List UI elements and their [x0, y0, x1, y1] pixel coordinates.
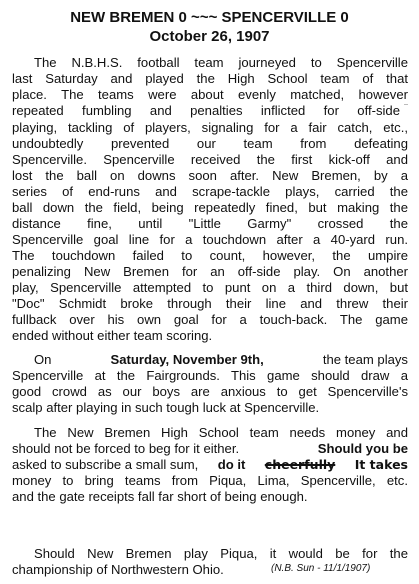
paragraph-2-line-1	[34, 352, 408, 368]
paragraph-1-line-14: penalizing New Bremen for an off-side play. On another	[12, 264, 408, 279]
paragraph-2-line-2: Spencerville at the Fairgrounds. This game should draw a	[12, 368, 408, 383]
paragraph-1-line-15: play, Spencerville attempted to punt on a third down, but	[12, 280, 408, 295]
paragraph-3-cheerfully: cheerfully	[264, 457, 336, 472]
paragraph-2-date: Saturday, November 9th,	[110, 352, 264, 367]
paragraph-1-line-3: place. The teams were about evenly matched, however	[12, 87, 408, 102]
paragraph-1-line-7: Spencerville. Spencerville received the first kick-off and	[12, 152, 408, 167]
paragraph-2-rest: the team plays	[322, 352, 408, 367]
paragraph-3-line-2	[12, 441, 408, 457]
paragraph-2-line-4: scalp after playing in such tough luck at Spencerville.	[12, 400, 320, 415]
paragraph-3-subscribe: asked to subscribe a small sum,	[12, 457, 199, 472]
source-citation: (N.B. Sun - 11/1/1907)	[271, 563, 371, 574]
paragraph-1-line-18: ended without either team scoring.	[12, 328, 213, 343]
paragraph-1-line-13: The touchdown failed to count, however, the umpire	[12, 248, 408, 263]
article-title: NEW BREMEN 0 ~~~ SPENCERVILLE 0	[70, 9, 349, 26]
paragraph-1-line-5: playing, tackling of players, signaling for a fair catch, etc.,	[12, 120, 408, 135]
paragraph-4-line-2: championship of Northwestern Ohio.	[12, 562, 224, 577]
paragraph-1-line-12: Spencerville goal line for a touchdown after a 40-yard run.	[12, 232, 408, 247]
article-date: October 26, 1907	[149, 28, 270, 45]
paragraph-2-on: On	[34, 352, 52, 367]
paragraph-1-line-6: undoubtedly prevented our team from defeating	[12, 136, 408, 151]
paragraph-1-line-2: last Saturday and played the High School team of that	[12, 71, 408, 86]
paragraph-1-line-16: "Doc" Schmidt broke through their line and threw their	[12, 296, 408, 311]
paragraph-3-do-it: do it	[217, 457, 246, 472]
paragraph-3-line-5: and the gate receipts fall far short of being enough.	[12, 489, 308, 504]
paragraph-3-should: Should you be	[317, 441, 408, 456]
paragraph-1-line-17: fullback over his own goal for a touch-back. The game	[12, 312, 408, 327]
paragraph-3-line-1: The New Bremen High School team needs money and	[34, 425, 408, 440]
paragraph-1-line-8: lost the ball on downs soon after. New Bremen, by a	[12, 168, 408, 183]
paragraph-4-line-1: Should New Bremen play Piqua, it would be for the	[34, 546, 408, 561]
paragraph-1-line-4: repeated fumbling and penalties inflicted for off-side	[12, 103, 400, 118]
paragraph-2-line-3: good crowd as our boys are anxious to get Spencerville's	[12, 384, 408, 399]
paragraph-3-line-3	[12, 457, 408, 473]
margin-mark	[404, 104, 408, 105]
paragraph-1-line-11: distance fine, until "Little Garmy" crossed the	[12, 216, 408, 231]
paragraph-1-line-10: ball down the field, being repeatedly fined, but making the	[12, 200, 408, 215]
paragraph-1-line-9: series of end-runs and scrape-tackle plays, carried the	[12, 184, 408, 199]
paragraph-3-line-4: money to bring teams from Piqua, Lima, Spencerville, etc.	[12, 473, 408, 488]
paragraph-1-line-1: The N.B.H.S. football team journeyed to Spencerville	[34, 55, 408, 70]
paragraph-3-it-takes: It takes	[354, 457, 408, 472]
paragraph-3-beg: should not be forced to beg for it either.	[12, 441, 240, 456]
